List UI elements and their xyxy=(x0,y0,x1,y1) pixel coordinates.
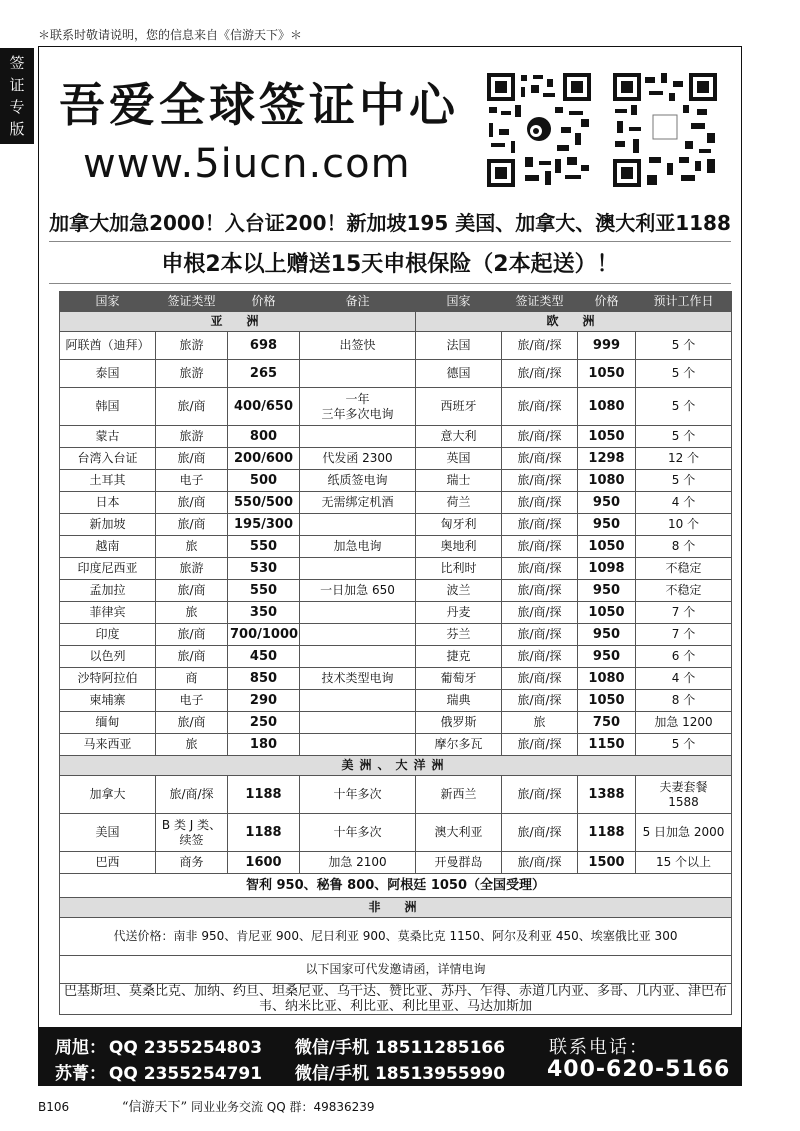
table-row xyxy=(60,776,732,814)
table-cell: 巴西 xyxy=(60,852,156,874)
table-cell: 旅游 xyxy=(156,332,228,360)
table-cell: 5 个 xyxy=(636,734,732,756)
divider xyxy=(49,283,731,284)
table-cell: 荷兰 xyxy=(416,492,502,514)
table-cell: 850 xyxy=(228,668,300,690)
promo-headline: 加拿大加急2000！入台证200！新加坡195 美国、加拿大、澳大利亚1188 xyxy=(49,211,731,235)
table-cell: 越南 xyxy=(60,536,156,558)
table-cell: 5 个 xyxy=(636,388,732,426)
table-cell: 旅/商/探 xyxy=(502,360,578,388)
table-cell: 旅 xyxy=(156,602,228,624)
table-cell: 智利 950、秘鲁 800、阿根廷 1050（全国受理） xyxy=(60,874,732,898)
table-cell: 698 xyxy=(228,332,300,360)
table-cell: 代发函 2300 xyxy=(300,448,416,470)
table-cell: 新加坡 xyxy=(60,514,156,536)
table-cell: 999 xyxy=(578,332,636,360)
table-cell: 530 xyxy=(228,558,300,580)
table-cell: 旅/商/探 xyxy=(502,690,578,712)
ad-frame xyxy=(38,46,742,1086)
site-url[interactable]: www.5iucn.com xyxy=(83,141,411,187)
table-cell: 一年 三年多次电询 xyxy=(300,388,416,426)
table-cell: 旅/商 xyxy=(156,492,228,514)
table-cell: 十年多次 xyxy=(300,776,416,814)
table-cell: 6 个 xyxy=(636,646,732,668)
table-cell: 10 个 xyxy=(636,514,732,536)
table-cell: 1188 xyxy=(228,814,300,852)
column-header: 价格 xyxy=(578,292,636,312)
section-asia: 亚 洲 xyxy=(60,312,416,332)
contact-tel[interactable]: 400-620-5166 xyxy=(547,1057,731,1082)
table-cell: 奥地利 xyxy=(416,536,502,558)
table-cell: 不稳定 xyxy=(636,580,732,602)
table-row xyxy=(60,852,732,874)
table-cell: 1500 xyxy=(578,852,636,874)
table-cell: 8 个 xyxy=(636,536,732,558)
table-cell: 美国 xyxy=(60,814,156,852)
table-cell: 旅/商/探 xyxy=(156,776,228,814)
table-cell: 旅/商/探 xyxy=(502,470,578,492)
table-cell: 蒙古 xyxy=(60,426,156,448)
table-cell: 商务 xyxy=(156,852,228,874)
table-cell: 瑞士 xyxy=(416,470,502,492)
table-cell: 非 洲 xyxy=(60,898,732,918)
contact-row xyxy=(55,1033,505,1058)
table-cell: 德国 xyxy=(416,360,502,388)
header xyxy=(39,47,741,199)
column-header: 签证类型 xyxy=(156,292,228,312)
table-cell: 比利时 xyxy=(416,558,502,580)
table-cell: 550 xyxy=(228,536,300,558)
table-cell: 新西兰 xyxy=(416,776,502,814)
table-header-row xyxy=(60,292,732,312)
table-cell: 纸质签电询 xyxy=(300,470,416,492)
table-cell: 技术类型电询 xyxy=(300,668,416,690)
table-cell: 旅/商 xyxy=(156,580,228,602)
table-cell: 旅/商/探 xyxy=(502,332,578,360)
table-cell: 旅/商 xyxy=(156,388,228,426)
table-cell: 以色列 xyxy=(60,646,156,668)
table-row xyxy=(60,956,732,984)
table-cell: 1050 xyxy=(578,690,636,712)
table-row xyxy=(60,918,732,956)
table-cell: 12 个 xyxy=(636,448,732,470)
visa-price-table xyxy=(59,291,732,1015)
contact-tel-label: 联系电话： xyxy=(549,1037,649,1058)
contact-row xyxy=(55,1059,505,1084)
table-row xyxy=(60,712,732,734)
table-cell: 950 xyxy=(578,646,636,668)
table-cell: 1050 xyxy=(578,426,636,448)
table-cell: 加急 2100 xyxy=(300,852,416,874)
table-cell: 旅/商 xyxy=(156,514,228,536)
contact-qq[interactable]: QQ 2355254791 xyxy=(108,1064,263,1084)
table-cell: 旅/商/探 xyxy=(502,492,578,514)
table-cell: 澳大利亚 xyxy=(416,814,502,852)
table-row xyxy=(60,426,732,448)
table-cell: 旅/商/探 xyxy=(502,624,578,646)
table-row xyxy=(60,874,732,898)
table-cell: 商 xyxy=(156,668,228,690)
table-cell: 265 xyxy=(228,360,300,388)
table-cell: 950 xyxy=(578,492,636,514)
table-cell: 无需绑定机酒 xyxy=(300,492,416,514)
wechat-qr-code-icon xyxy=(611,71,719,189)
table-cell: 法国 xyxy=(416,332,502,360)
table-row xyxy=(60,898,732,918)
table-cell: 1080 xyxy=(578,668,636,690)
table-cell xyxy=(300,624,416,646)
table-cell: 旅/商/探 xyxy=(502,734,578,756)
table-cell xyxy=(300,712,416,734)
table-cell: 印度 xyxy=(60,624,156,646)
table-row xyxy=(60,558,732,580)
contact-name: 苏菁： xyxy=(55,1064,106,1084)
contact-qq[interactable]: QQ 2355254803 xyxy=(108,1038,263,1058)
table-cell: 旅/商 xyxy=(156,624,228,646)
table-cell: 500 xyxy=(228,470,300,492)
table-cell: 旅/商 xyxy=(156,646,228,668)
column-header: 国家 xyxy=(416,292,502,312)
table-cell: 代送价格：南非 950、肯尼亚 900、尼日利亚 900、莫桑比克 1150、阿尔及利亚 450、埃塞俄比亚 300 xyxy=(60,918,732,956)
table-cell: 夫妻套餐 1588 xyxy=(636,776,732,814)
table-cell: 匈牙利 xyxy=(416,514,502,536)
table-cell: 旅/商/探 xyxy=(502,558,578,580)
table-cell: 旅/商/探 xyxy=(502,388,578,426)
table-cell: 5 个 xyxy=(636,360,732,388)
table-cell: 阿联酋（迪拜） xyxy=(60,332,156,360)
table-cell: 旅 xyxy=(156,536,228,558)
column-header: 备注 xyxy=(300,292,416,312)
table-cell: 7 个 xyxy=(636,624,732,646)
table-row xyxy=(60,624,732,646)
table-row xyxy=(60,492,732,514)
table-cell: 十年多次 xyxy=(300,814,416,852)
table-cell: 加急 1200 xyxy=(636,712,732,734)
table-cell: 950 xyxy=(578,624,636,646)
table-cell: 巴基斯坦、莫桑比克、加纳、约旦、坦桑尼亚、乌干达、赞比亚、苏丹、乍得、赤道几内亚、多哥、几内亚、津巴布韦、纳米比亚、利比亚、利比里亚、马达加斯加 xyxy=(60,984,732,1015)
table-cell: 200/600 xyxy=(228,448,300,470)
table-cell: 波兰 xyxy=(416,580,502,602)
table-cell: 180 xyxy=(228,734,300,756)
table-cell: 葡萄牙 xyxy=(416,668,502,690)
table-cell: 旅/商/探 xyxy=(502,448,578,470)
table-row xyxy=(60,814,732,852)
table-cell: 旅/商/探 xyxy=(502,668,578,690)
table-row xyxy=(60,756,732,776)
table-cell: 700/1000 xyxy=(228,624,300,646)
brand-title: 吾爱全球签证中心 xyxy=(59,78,459,132)
table-cell: 日本 xyxy=(60,492,156,514)
table-cell xyxy=(300,426,416,448)
table-cell: 1050 xyxy=(578,536,636,558)
table-cell: 泰国 xyxy=(60,360,156,388)
table-cell: 旅/商/探 xyxy=(502,602,578,624)
table-cell: 5 个 xyxy=(636,332,732,360)
table-cell: 电子 xyxy=(156,470,228,492)
table-cell: 950 xyxy=(578,514,636,536)
table-row xyxy=(60,734,732,756)
table-cell: 1050 xyxy=(578,360,636,388)
table-cell: 土耳其 xyxy=(60,470,156,492)
table-cell: 4 个 xyxy=(636,492,732,514)
table-cell: 800 xyxy=(228,426,300,448)
promo-subheadline: 申根2本以上赠送15天申根保险（2本起送）！ xyxy=(161,252,619,277)
side-tab xyxy=(0,48,34,144)
table-cell: 捷克 xyxy=(416,646,502,668)
table-cell: 旅/商/探 xyxy=(502,814,578,852)
page-number: B106 xyxy=(38,1100,70,1114)
table-cell: 菲律宾 xyxy=(60,602,156,624)
table-row xyxy=(60,984,732,1015)
contact-wechat[interactable]: 微信/手机 18511285166 xyxy=(294,1038,506,1058)
table-cell: 沙特阿拉伯 xyxy=(60,668,156,690)
table-cell: 电子 xyxy=(156,690,228,712)
section-row xyxy=(60,312,732,332)
table-row xyxy=(60,360,732,388)
table-cell: 450 xyxy=(228,646,300,668)
table-row xyxy=(60,470,732,492)
table-cell: 马来西亚 xyxy=(60,734,156,756)
section-europe: 欧 洲 xyxy=(416,312,732,332)
table-cell: 290 xyxy=(228,690,300,712)
table-cell xyxy=(300,514,416,536)
table-cell: 俄罗斯 xyxy=(416,712,502,734)
table-cell: 摩尔多瓦 xyxy=(416,734,502,756)
table-row xyxy=(60,536,732,558)
table-cell: 加急电询 xyxy=(300,536,416,558)
table-cell: 旅/商 xyxy=(156,448,228,470)
table-cell: 韩国 xyxy=(60,388,156,426)
table-row xyxy=(60,602,732,624)
table-cell: 旅 xyxy=(502,712,578,734)
table-cell: 550/500 xyxy=(228,492,300,514)
divider xyxy=(49,241,731,242)
table-cell: 1298 xyxy=(578,448,636,470)
table-cell: 台湾入台证 xyxy=(60,448,156,470)
table-cell: 加拿大 xyxy=(60,776,156,814)
table-cell: 15 个以上 xyxy=(636,852,732,874)
table-cell xyxy=(300,646,416,668)
table-row xyxy=(60,448,732,470)
table-cell: 1080 xyxy=(578,470,636,492)
side-tab-char: 专 xyxy=(9,98,25,116)
side-tab-char: 版 xyxy=(9,120,25,138)
contact-wechat[interactable]: 微信/手机 18513955990 xyxy=(294,1064,506,1084)
table-cell: 1080 xyxy=(578,388,636,426)
table-cell: 旅/商/探 xyxy=(502,646,578,668)
table-cell: 195/300 xyxy=(228,514,300,536)
table-cell: 缅甸 xyxy=(60,712,156,734)
table-cell: 出签快 xyxy=(300,332,416,360)
top-note: ＊联系时敬请说明，您的信息来自《信游天下》＊ xyxy=(38,28,303,42)
side-tab-char: 签 xyxy=(9,54,25,72)
footer-title: “信游天下” xyxy=(121,1100,188,1115)
table-cell: 旅/商/探 xyxy=(502,852,578,874)
table-cell: 西班牙 xyxy=(416,388,502,426)
table-cell: 瑞典 xyxy=(416,690,502,712)
table-row xyxy=(60,388,732,426)
table-row xyxy=(60,668,732,690)
table-cell: 1050 xyxy=(578,602,636,624)
table-cell: B 类 J 类、 续签 xyxy=(156,814,228,852)
table-cell: 5 个 xyxy=(636,426,732,448)
table-cell: 柬埔寨 xyxy=(60,690,156,712)
table-row xyxy=(60,646,732,668)
table-row xyxy=(60,332,732,360)
table-cell: 芬兰 xyxy=(416,624,502,646)
table-cell: 950 xyxy=(578,580,636,602)
table-cell: 不稳定 xyxy=(636,558,732,580)
table-cell: 750 xyxy=(578,712,636,734)
table-cell: 印度尼西亚 xyxy=(60,558,156,580)
table-cell: 350 xyxy=(228,602,300,624)
column-header: 预计工作日 xyxy=(636,292,732,312)
table-cell: 1600 xyxy=(228,852,300,874)
contact-bar xyxy=(39,1027,741,1085)
table-cell: 4 个 xyxy=(636,668,732,690)
footer-group: 同业业务交流 QQ 群：49836239 xyxy=(190,1100,375,1114)
table-row xyxy=(60,580,732,602)
table-cell: 旅/商 xyxy=(156,712,228,734)
weibo-qr-code-icon xyxy=(485,71,593,189)
table-cell xyxy=(300,734,416,756)
table-cell: 孟加拉 xyxy=(60,580,156,602)
table-cell: 以下国家可代发邀请函，详情电询 xyxy=(60,956,732,984)
table-cell: 1098 xyxy=(578,558,636,580)
table-cell xyxy=(300,690,416,712)
table-cell: 1150 xyxy=(578,734,636,756)
table-cell: 旅/商/探 xyxy=(502,776,578,814)
table-cell: 8 个 xyxy=(636,690,732,712)
table-row xyxy=(60,690,732,712)
table-cell: 5 个 xyxy=(636,470,732,492)
table-cell: 1388 xyxy=(578,776,636,814)
table-cell: 开曼群岛 xyxy=(416,852,502,874)
table-cell: 丹麦 xyxy=(416,602,502,624)
table-cell: 旅/商/探 xyxy=(502,536,578,558)
table-cell: 1188 xyxy=(578,814,636,852)
side-tab-char: 证 xyxy=(9,76,25,94)
table-cell: 旅 xyxy=(156,734,228,756)
table-cell: 旅游 xyxy=(156,426,228,448)
column-header: 国家 xyxy=(60,292,156,312)
table-cell: 7 个 xyxy=(636,602,732,624)
table-cell: 英国 xyxy=(416,448,502,470)
table-cell: 250 xyxy=(228,712,300,734)
column-header: 签证类型 xyxy=(502,292,578,312)
table-cell: 旅/商/探 xyxy=(502,514,578,536)
table-cell: 5 日加急 2000 xyxy=(636,814,732,852)
table-cell: 550 xyxy=(228,580,300,602)
footer xyxy=(38,1096,375,1115)
table-cell xyxy=(300,602,416,624)
table-cell xyxy=(300,360,416,388)
table-cell: 1188 xyxy=(228,776,300,814)
table-cell: 一日加急 650 xyxy=(300,580,416,602)
table-row xyxy=(60,514,732,536)
contact-name: 周旭： xyxy=(55,1038,106,1058)
column-header: 价格 xyxy=(228,292,300,312)
table-cell xyxy=(300,558,416,580)
table-cell: 意大利 xyxy=(416,426,502,448)
table-cell: 旅游 xyxy=(156,360,228,388)
table-cell: 旅游 xyxy=(156,558,228,580)
table-cell: 美洲、大洋洲 xyxy=(60,756,732,776)
table-cell: 400/650 xyxy=(228,388,300,426)
table-cell: 旅/商/探 xyxy=(502,426,578,448)
table-cell: 旅/商/探 xyxy=(502,580,578,602)
